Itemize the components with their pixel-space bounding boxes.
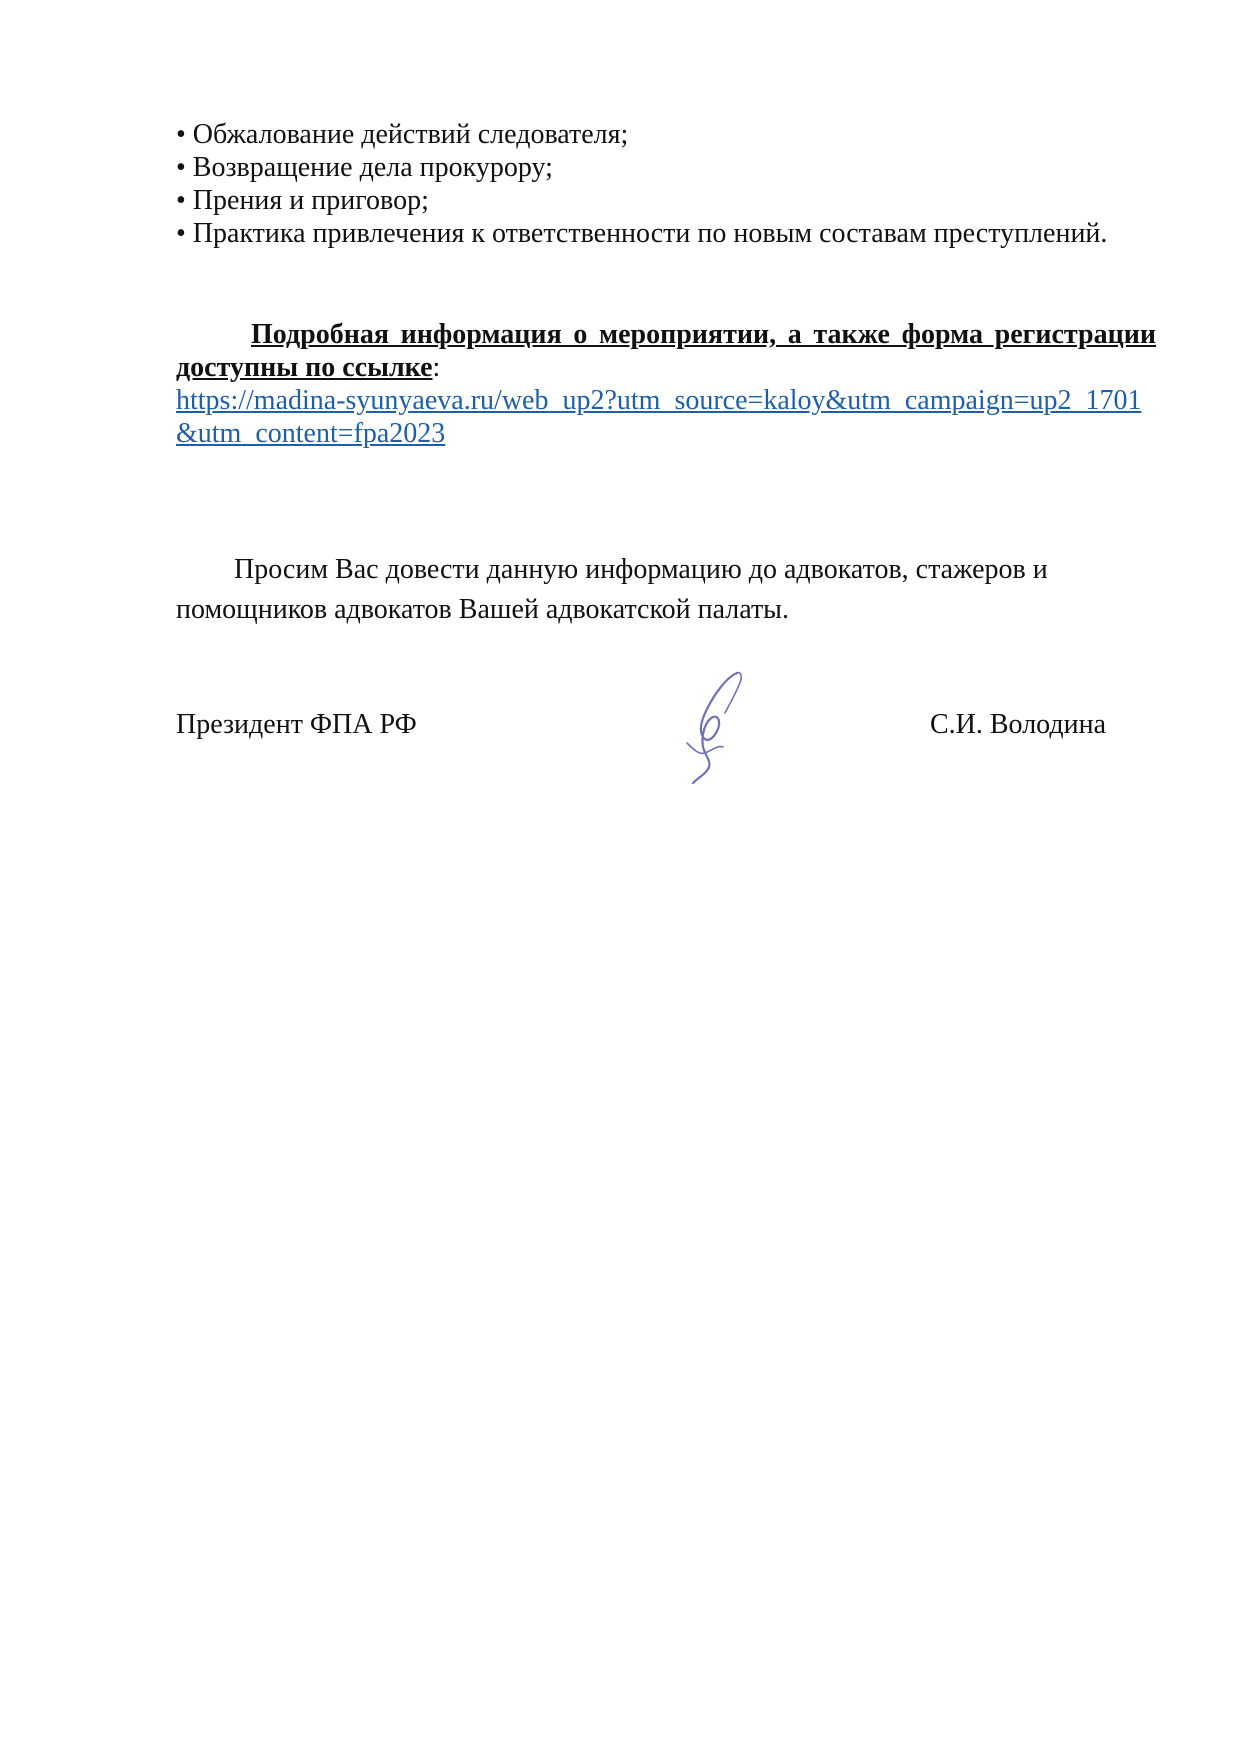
request-line2: помощников адвокатов Вашей адвокатской палаты. [176, 594, 789, 625]
info-heading-line1: Подробная информация о мероприятии, а также форма регистрации [251, 319, 1156, 350]
request-paragraph [176, 550, 1156, 630]
registration-link[interactable]: https://madina-syunyaeva.ru/web_up2?utm_source=kaloy&utm_campaign=up2_1701&utm_content=fpa2023 [176, 385, 1142, 449]
handwritten-signature [665, 665, 765, 800]
list-item: • Практика привлечения к ответственности по новым составам преступлений. [176, 218, 1108, 249]
request-line1: Просим Вас довести данную информацию до адвокатов, стажеров и [234, 554, 1048, 585]
info-colon: : [432, 352, 441, 383]
list-item: • Обжалование действий следователя; [176, 119, 629, 150]
registration-info [176, 318, 1156, 450]
signatory-title: Президент ФПА РФ [176, 709, 417, 740]
topics-list [176, 118, 1156, 250]
list-item: • Прения и приговор; [176, 185, 429, 216]
signatory-name: С.И. Володина [929, 709, 1106, 740]
signature-row [176, 705, 1106, 745]
list-item: • Возвращение дела прокурору; [176, 152, 553, 183]
info-heading-line2: доступны по ссылке: [176, 352, 441, 383]
